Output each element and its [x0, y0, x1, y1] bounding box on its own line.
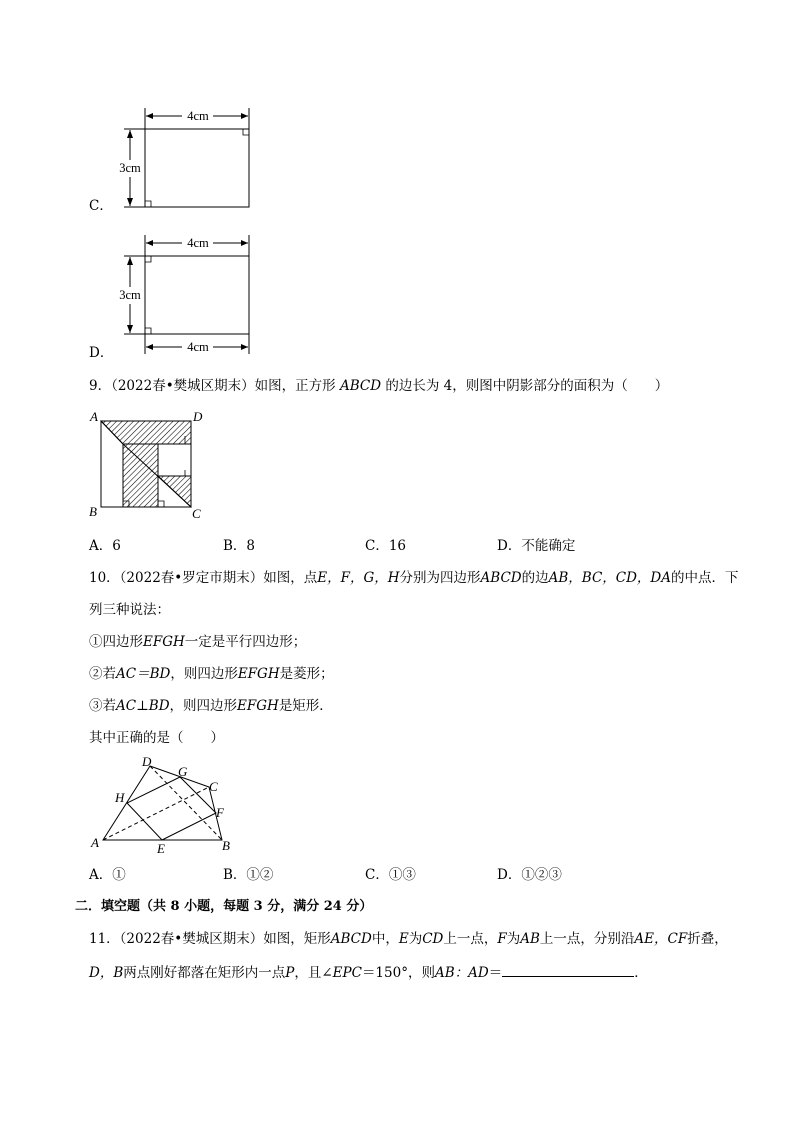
q9-option-a: A．6	[89, 538, 121, 554]
q10-label-d: D	[142, 754, 152, 769]
q10-option-a: A．①	[89, 867, 126, 883]
q9-label-b: B	[89, 504, 97, 519]
q10-ask: 其中正确的是（ ）	[89, 730, 224, 746]
q10-option-b: B．①②	[223, 867, 274, 883]
q9-option-d: D．不能确定	[497, 538, 576, 554]
q11-stem-line1: 11．（2022春•樊城区期末）如图，矩形ABCD中，E为CD上一点，F为AB上一点，分别沿AE，CF折叠，	[89, 931, 728, 947]
option-d-letter: D．	[89, 345, 114, 361]
q10-label-g: G	[178, 764, 188, 779]
option-d-width-label: 4cm	[187, 236, 209, 250]
q9-label-c: C	[192, 506, 201, 521]
q10-label-c: C	[209, 779, 218, 794]
q9-option-b: B．8	[223, 538, 256, 554]
option-d-height-label: 3cm	[119, 288, 141, 302]
q10-option-c: C．①③	[365, 867, 416, 883]
q11-answer-blank[interactable]	[502, 962, 634, 977]
option-c-width-label: 4cm	[187, 109, 209, 123]
q10-label-h: H	[115, 790, 125, 805]
q10-label-e: E	[157, 841, 165, 856]
q10-stem-line2: 列三种说法：	[89, 602, 170, 618]
q9-label-a: A	[90, 409, 98, 424]
q9-stem: 9．（2022春•樊城区期末）如图，正方形 ABCD 的边长为 4，则图中阴影部分的面积为（ ）	[89, 378, 669, 394]
option-d-bottom-label: 4cm	[187, 340, 209, 354]
q10-label-a: A	[91, 835, 99, 850]
q10-label-b: B	[222, 838, 230, 853]
section-heading-fill-blank: 二．填空题（共 8 小题，每题 3 分，满分 24 分）	[75, 899, 373, 914]
q10-statement-3: ③若AC⊥BD，则四边形EFGH是矩形．	[89, 698, 333, 714]
q10-label-f: F	[216, 805, 224, 820]
option-c-letter: C．	[89, 198, 113, 214]
q10-stem-line1: 10．（2022春•罗定市期末）如图，点E，F，G，H分别为四边形ABCD的边AB，BC，CD，DA的中点．下	[89, 570, 739, 586]
q9-option-c: C．16	[365, 538, 407, 554]
q9-label-d: D	[193, 409, 203, 424]
q10-statement-2: ②若AC＝BD，则四边形EFGH是菱形；	[89, 666, 334, 682]
q10-statement-1: ①四边形EFGH一定是平行四边形；	[89, 634, 307, 650]
option-c-height-label: 3cm	[119, 161, 141, 175]
q10-option-d: D．①②③	[497, 867, 562, 883]
q11-stem-line2: D，B两点刚好都落在矩形内一点P，且∠EPC＝150°，则AB：AD＝ ．	[89, 962, 648, 982]
